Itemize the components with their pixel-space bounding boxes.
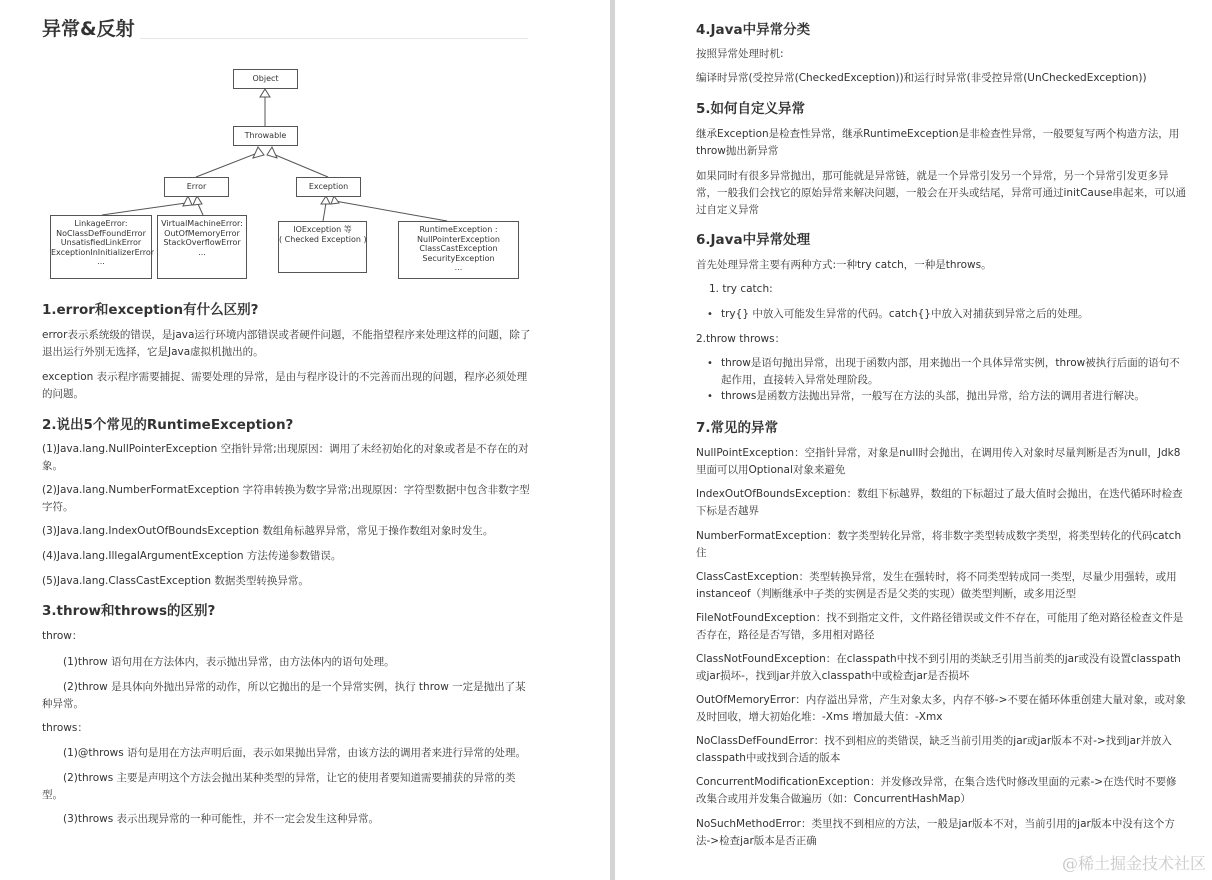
section-5-paragraph: 继承Exception是检查性异常，继承RuntimeException是非检查性异常，一般要复写两个构造方法，用throw抛出新异常 xyxy=(696,128,1180,157)
runtime-exception-item: (5)Java.lang.ClassCastException 数据类型转换异常。 xyxy=(42,575,309,587)
connector-vm-error xyxy=(198,204,203,215)
node-linkage-error xyxy=(50,215,155,279)
node-label: Object xyxy=(252,74,279,84)
common-exception-item: NumberFormatException：数字类型转化异常，将非数字类型转成数字类型，将类型转化的代码catch住 xyxy=(696,530,1182,559)
section-7-heading: 7.常见的异常 xyxy=(696,420,779,436)
node-line: RuntimeException : xyxy=(419,225,498,234)
connector-io-exception xyxy=(323,203,326,221)
section-1-heading: 1.error和exception有什么区别? xyxy=(42,302,259,318)
node-line: OutOfMemoryError xyxy=(164,228,240,238)
common-exception-item: FileNotFoundException：找不到指定文件，文件路径错误或文件不存在，可能用了绝对路径检查文件是否存在，路径是否写错，多用相对路径 xyxy=(696,612,1184,641)
inherit-arrow-icon xyxy=(253,147,264,158)
section-1-paragraph: error表示系统级的错误，是java运行环境内部错误或者硬件问题，不能指望程序来处理这样的问题，除了退出运行外别无选择，它是Java虚拟机抛出的。 xyxy=(42,329,531,358)
common-exception-item: NullPointException：空指针异常，对象是null时会抛出，在调用传入对象时尽量判断是否为null，Jdk8里面可以用Optional对象来避免 xyxy=(696,447,1181,476)
node-label: Throwable xyxy=(244,131,287,141)
node-line: ... xyxy=(97,257,105,266)
throws-item: (3)throws 表示出现异常的一种可能性，并不一定会发生这种异常。 xyxy=(63,813,380,825)
section-6-paragraph: 首先处理异常主要有两种方式:一种try catch，一种是throws。 xyxy=(696,259,992,271)
try-catch-bullet: • try{} 中放入可能发生异常的代码。catch{}中放入对捕获到异常之后的处理。 xyxy=(721,306,1186,323)
title-underline xyxy=(140,38,528,39)
inherit-arrow-icon xyxy=(183,196,192,206)
node-runtime-exception xyxy=(398,221,519,279)
node-line: StackOverflowError xyxy=(163,238,241,247)
throw-throws-bullet: • throws是函数方法抛出异常，一般写在方法的头部，抛出异常，给方法的调用者进行解决。 xyxy=(721,388,1186,405)
node-line: NullPointerException xyxy=(417,234,500,244)
node-error xyxy=(164,177,229,197)
runtime-exception-item: (3)Java.lang.IndexOutOfBoundsException 数组角标越界异常，常见于操作数组对象时发生。 xyxy=(42,525,494,537)
node-line: SecurityException xyxy=(422,253,495,263)
page-divider xyxy=(610,0,615,880)
node-line: NoClassDefFoundError xyxy=(56,228,146,238)
inherit-arrow-icon xyxy=(321,196,330,204)
connector-error-throwable xyxy=(196,154,255,177)
throw-item: (1)throw 语句用在方法体内，表示抛出异常，由方法体内的语句处理。 xyxy=(63,656,395,668)
section-1-paragraph: exception 表示程序需要捕捉、需要处理的异常，是由与程序设计的不完善而出现的问题，程序必须处理的问题。 xyxy=(42,371,528,400)
node-exception xyxy=(296,177,361,197)
section-5-heading: 5.如何自定义异常 xyxy=(696,101,806,117)
watermark: @稀土掘金技术社区 xyxy=(1061,854,1206,873)
inherit-arrow-icon xyxy=(331,196,339,204)
node-line: IOException 等 xyxy=(293,225,352,234)
common-exception-item: NoClassDefFoundError：找不到相应的类错误，缺乏当前引用类的jar或jar版本不对->找到jar并放入classpath中或找到合适的版本 xyxy=(696,735,1172,764)
throws-item: (2)throws 主要是声明这个方法会抛出某种类型的异常，让它的使用者要知道需要捕获的异常的类型。 xyxy=(42,772,516,801)
node-line: ( Checked Exception ) xyxy=(279,234,367,244)
node-line: ... xyxy=(198,247,206,257)
node-throwable xyxy=(233,126,298,146)
common-exception-item: ClassNotFoundException：在classpath中找不到引用的类缺乏引用当前类的jar或没有设置classpath或jar损坏-，找到jar并放入classpath中或检查jar是否损坏 xyxy=(696,653,1181,682)
throw-throws-bullet: • throw是语句抛出异常，出现于函数内部，用来抛出一个具体异常实例，throw被执行后面的语句不起作用，直接转入异常处理阶段。 xyxy=(721,355,1186,389)
runtime-exception-item: (1)Java.lang.NullPointerException 空指针异常;出现原因：调用了未经初始化的对象或者是不存在的对象。 xyxy=(42,443,529,472)
section-4-paragraph: 按照异常处理时机: xyxy=(696,48,784,60)
section-6-heading: 6.Java中异常处理 xyxy=(696,232,811,248)
node-line: ... xyxy=(454,263,463,272)
section-3-heading: 3.throw和throws的区别? xyxy=(42,603,216,619)
throw-throws-label: 2.throw throws： xyxy=(696,333,786,345)
node-line: UnsatisfiedLinkError xyxy=(60,238,142,247)
connector-exception-throwable xyxy=(273,154,328,177)
throws-item: (1)@throws 语句是用在方法声明后面，表示如果抛出异常，由该方法的调用者来进行异常的处理。 xyxy=(63,747,527,759)
inherit-arrow-icon xyxy=(260,89,270,97)
runtime-exception-item: (2)Java.lang.NumberFormatException 字符串转换为数字异常;出现原因：字符型数据中包含非数字型字符。 xyxy=(42,484,530,513)
throws-label: throws： xyxy=(42,722,88,734)
common-exception-item: ClassCastException：类型转换异常，发生在强转时，将不同类型转成同一类型，尽量少用强转，或用instanceof（判断继承中子类的实例是否是父类的实现）做类型判断，或多用泛型 xyxy=(696,571,1177,600)
connector-linkage-error xyxy=(102,203,186,215)
node-label: Error xyxy=(186,182,207,192)
common-exception-item: IndexOutOfBoundsException：数组下标越界，数组的下标超过了最大值时会抛出，在迭代循环时检查下标是否越界 xyxy=(696,488,1183,517)
runtime-exception-item: (4)Java.lang.IllegalArgumentException 方法传递参数错误。 xyxy=(42,550,342,562)
common-exception-item: OutOfMemoryError：内存溢出异常，产生对象太多，内存不够->不要在循环体重创建大量对象，或对象及时回收，增大初始化堆：-Xms 增加最大值：-Xmx xyxy=(696,694,1186,723)
node-line: LinkageError: xyxy=(74,219,128,228)
inherit-arrow-icon xyxy=(193,196,202,205)
node-line: VirtualMachineError: xyxy=(161,219,243,228)
inherit-arrow-icon xyxy=(267,147,277,158)
common-exception-item: NoSuchMethodError：类里找不到相应的方法，一般是jar版本不对，当前引用的jar版本中没有这个方法->检查jar版本是否正确 xyxy=(696,818,1175,847)
node-virtual-machine-error xyxy=(157,215,247,279)
section-5-paragraph: 如果同时有很多异常抛出，那可能就是异常链，就是一个异常引发另一个异常，另一个异常引发更多异常，一般我们会找它的原始异常来解决问题，一般会在开头或结尾，异常可通过initCause串起来，可以通过自定义异常 xyxy=(696,170,1186,216)
node-object xyxy=(233,69,298,89)
connector-runtime-exception xyxy=(335,201,447,221)
node-line: ExceptionInInitializerError xyxy=(51,247,155,257)
node-io-exception xyxy=(278,221,367,273)
section-4-paragraph: 编译时异常(受控异常(CheckedException))和运行时异常(非受控异常(UnCheckedException)) xyxy=(696,72,1147,84)
node-label: Exception xyxy=(308,182,349,192)
section-4-heading: 4.Java中异常分类 xyxy=(696,22,811,38)
exception-hierarchy-diagram xyxy=(40,60,540,290)
throw-item: (2)throw 是具体向外抛出异常的动作，所以它抛出的是一个异常实例，执行 throw 一定是抛出了某种异常。 xyxy=(42,681,526,710)
document-title: 异常&反射 xyxy=(42,18,135,40)
throw-label: throw： xyxy=(42,630,83,642)
common-exception-item: ConcurrentModificationException：并发修改异常，在集合迭代时修改里面的元素->在迭代时不要修改集合或用并发集合做遍历（如：ConcurrentHashMap） xyxy=(696,776,1177,805)
try-catch-label: 1. try catch: xyxy=(709,283,773,295)
section-2-heading: 2.说出5个常见的RuntimeException? xyxy=(42,417,294,433)
node-line: ClassCastException xyxy=(419,244,498,253)
